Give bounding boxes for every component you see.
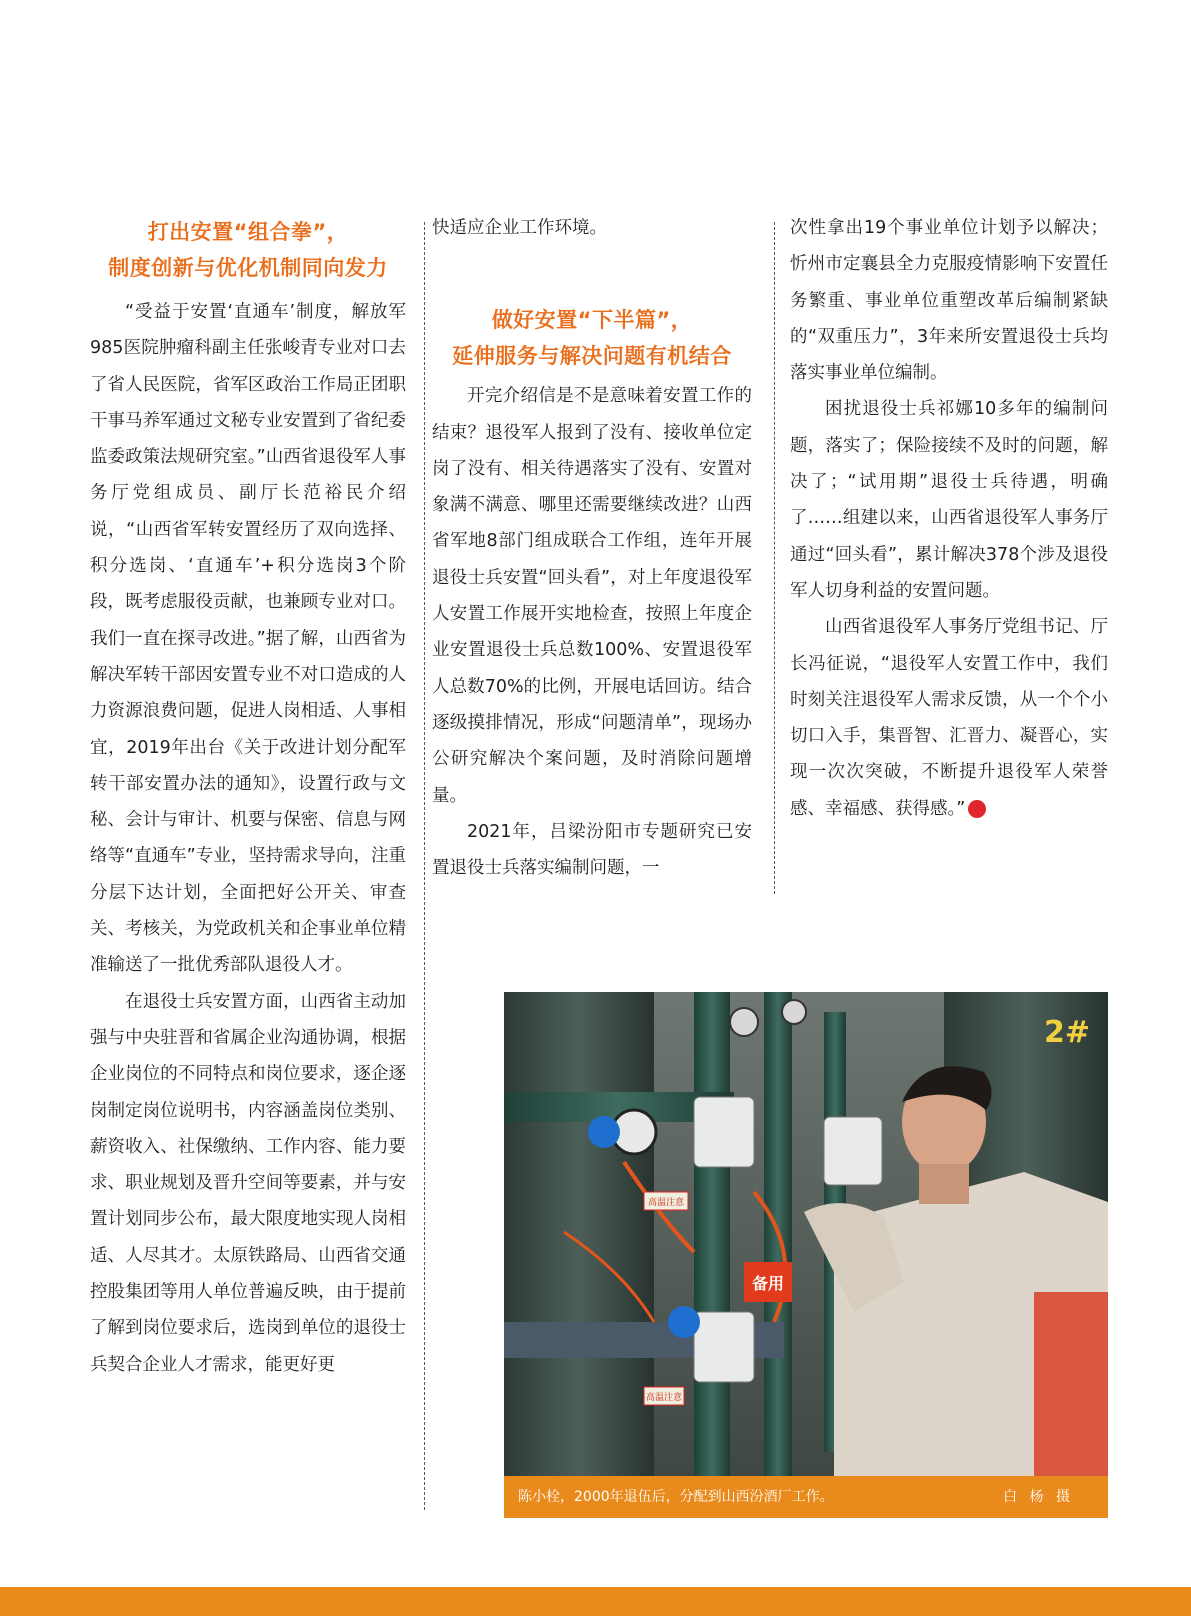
article-end-mark-icon: Y — [968, 800, 986, 818]
pressure-gauge-2 — [782, 1000, 806, 1024]
paragraph-continuation: 快适应企业工作环境。 — [432, 218, 607, 238]
section-heading-1-line2: 制度创新与优化机制同向发力 — [108, 256, 388, 280]
article-column-2 — [432, 210, 752, 886]
article-column-3 — [790, 210, 1108, 827]
valve-actuator-2 — [824, 1117, 882, 1185]
blue-valve-2 — [668, 1306, 700, 1338]
column-divider-right — [774, 222, 775, 894]
tank-label: 2# — [1044, 1015, 1091, 1050]
valve-actuator-1 — [694, 1097, 754, 1167]
column-divider-left — [424, 222, 425, 1510]
section-heading-2 — [432, 302, 752, 374]
paragraph-continuation: 次性拿出19个事业单位计划予以解决；忻州市定襄县全力克服疫情影响下安置任务繁重、事业单位重塑改革后编制紧缺的“双重压力”，3年来所安置退役士兵均落实事业单位编制。 — [790, 218, 1108, 384]
paragraph: 2021年，吕梁汾阳市专题研究已安置退役士兵落实编制问题，一 — [432, 821, 752, 879]
worker-neck — [919, 1164, 969, 1204]
photo-caption-bar — [504, 1476, 1108, 1518]
pressure-gauge-1 — [730, 1008, 758, 1036]
section-heading-2-line1: 做好安置“下半篇”， — [491, 308, 693, 333]
photo-illustration — [504, 992, 1108, 1518]
paragraph: 在退役士兵安置方面，山西省主动加强与中央驻晋和省属企业沟通协调，根据企业岗位的不同特点和岗位要求，逐企逐岗制定岗位说明书，内容涵盖岗位类别、薪资收入、社保缴纳、工作内容、能力要求、职业规划及晋升空间等要素，并与安置计划同步公布，最大限度地实现人岗相适、人尽其才。太原铁路局、山西省交通控股集团等用人单位普遍反映，由于提前了解到岗位要求后，选岗到单位的退役士兵契合企业人才需求，能更好更 — [90, 991, 406, 1375]
paragraph — [790, 609, 1108, 827]
pipe-vertical-2 — [764, 992, 792, 1518]
spare-sign-text: 备用 — [751, 1274, 785, 1293]
paragraph: “受益于安置‘直通车’制度，解放军985医院肿瘤科副主任张峻青专业对口去了省人民医院，省军区政治工作局正团职干事马养军通过文秘专业安置到了省纪委监委政策法规研究室。”山西省退役军人事务厅党组成员、副厅长范裕民介绍说，“山西省军转安置经历了双向选择、积分选岗、‘直通车’+积分选岗3个阶段，既考虑服役贡献，也兼顾专业对口。我们一直在探寻改进。”据了解，山西省为解决军转干部因安置专业不对口造成的人力资源浪费问题，促进人岗相适、人事相宜，2019年出台《关于改进计划分配军转干部安置办法的通知》，设置行政与文秘、会计与审计、机要与保密、信息与网络等“直通车”专业，坚持需求导向，注重分层下达计划，全面把好公开关、审查关、考核关，为党政机关和企事业单位精准输送了一批优秀部队退役人才。 — [90, 302, 406, 976]
article-column-1 — [90, 210, 406, 1383]
footer-bar — [0, 1587, 1191, 1616]
section-heading-1 — [90, 214, 406, 286]
blue-valve-1 — [588, 1116, 620, 1148]
article-photo — [504, 992, 1108, 1518]
section-heading-1-line1: 打出安置“组合拳”， — [147, 220, 349, 244]
photo-credit: 白 杨 摄 — [1003, 1489, 1074, 1505]
warning-tag-1-text: 高温注意 — [647, 1198, 685, 1208]
tank-left — [504, 992, 654, 1518]
photo-caption: 陈小栓，2000年退伍后，分配到山西汾酒厂工作。 — [518, 1489, 834, 1505]
paragraph: 开完介绍信是不是意味着安置工作的结束？退役军人报到了没有、接收单位定岗了没有、相关待遇落实了没有、安置对象满不满意、哪里还需要继续改进？山西省军地8部门组成联合工作组，连年开展退役士兵安置“回头看”，对上年度退役军人安置工作展开实地检查，按照上年度企业安置退役士兵总数100%、安置退役军人总数70%的比例，开展电话回访。结合逐级摸排情况，形成“问题清单”，现场办公研究解决个案问题，及时消除问题增量。 — [432, 386, 752, 806]
closing-paragraph-text: 山西省退役军人事务厅党组书记、厅长冯征说，“退役军人安置工作中，我们时刻关注退役军人需求反馈，从一个个小切口入手，集晋智、汇晋力、凝晋心，实现一次次突破，不断提升退役军人荣誉感、幸福感、获得感。” — [790, 617, 1108, 819]
paragraph: 困扰退役士兵祁娜10多年的编制问题，落实了；保险接续不及时的问题，解决了；“试用期”退役士兵待遇，明确了……组建以来，山西省退役军人事务厅通过“回头看”，累计解决378个涉及退役军人切身利益的安置问题。 — [790, 399, 1108, 601]
warning-tag-2-text: 高温注意 — [645, 1393, 683, 1403]
section-heading-2-line2: 延伸服务与解决问题有机结合 — [452, 344, 732, 369]
pipe-vertical-1 — [694, 992, 730, 1518]
valve-actuator-3 — [694, 1312, 754, 1382]
